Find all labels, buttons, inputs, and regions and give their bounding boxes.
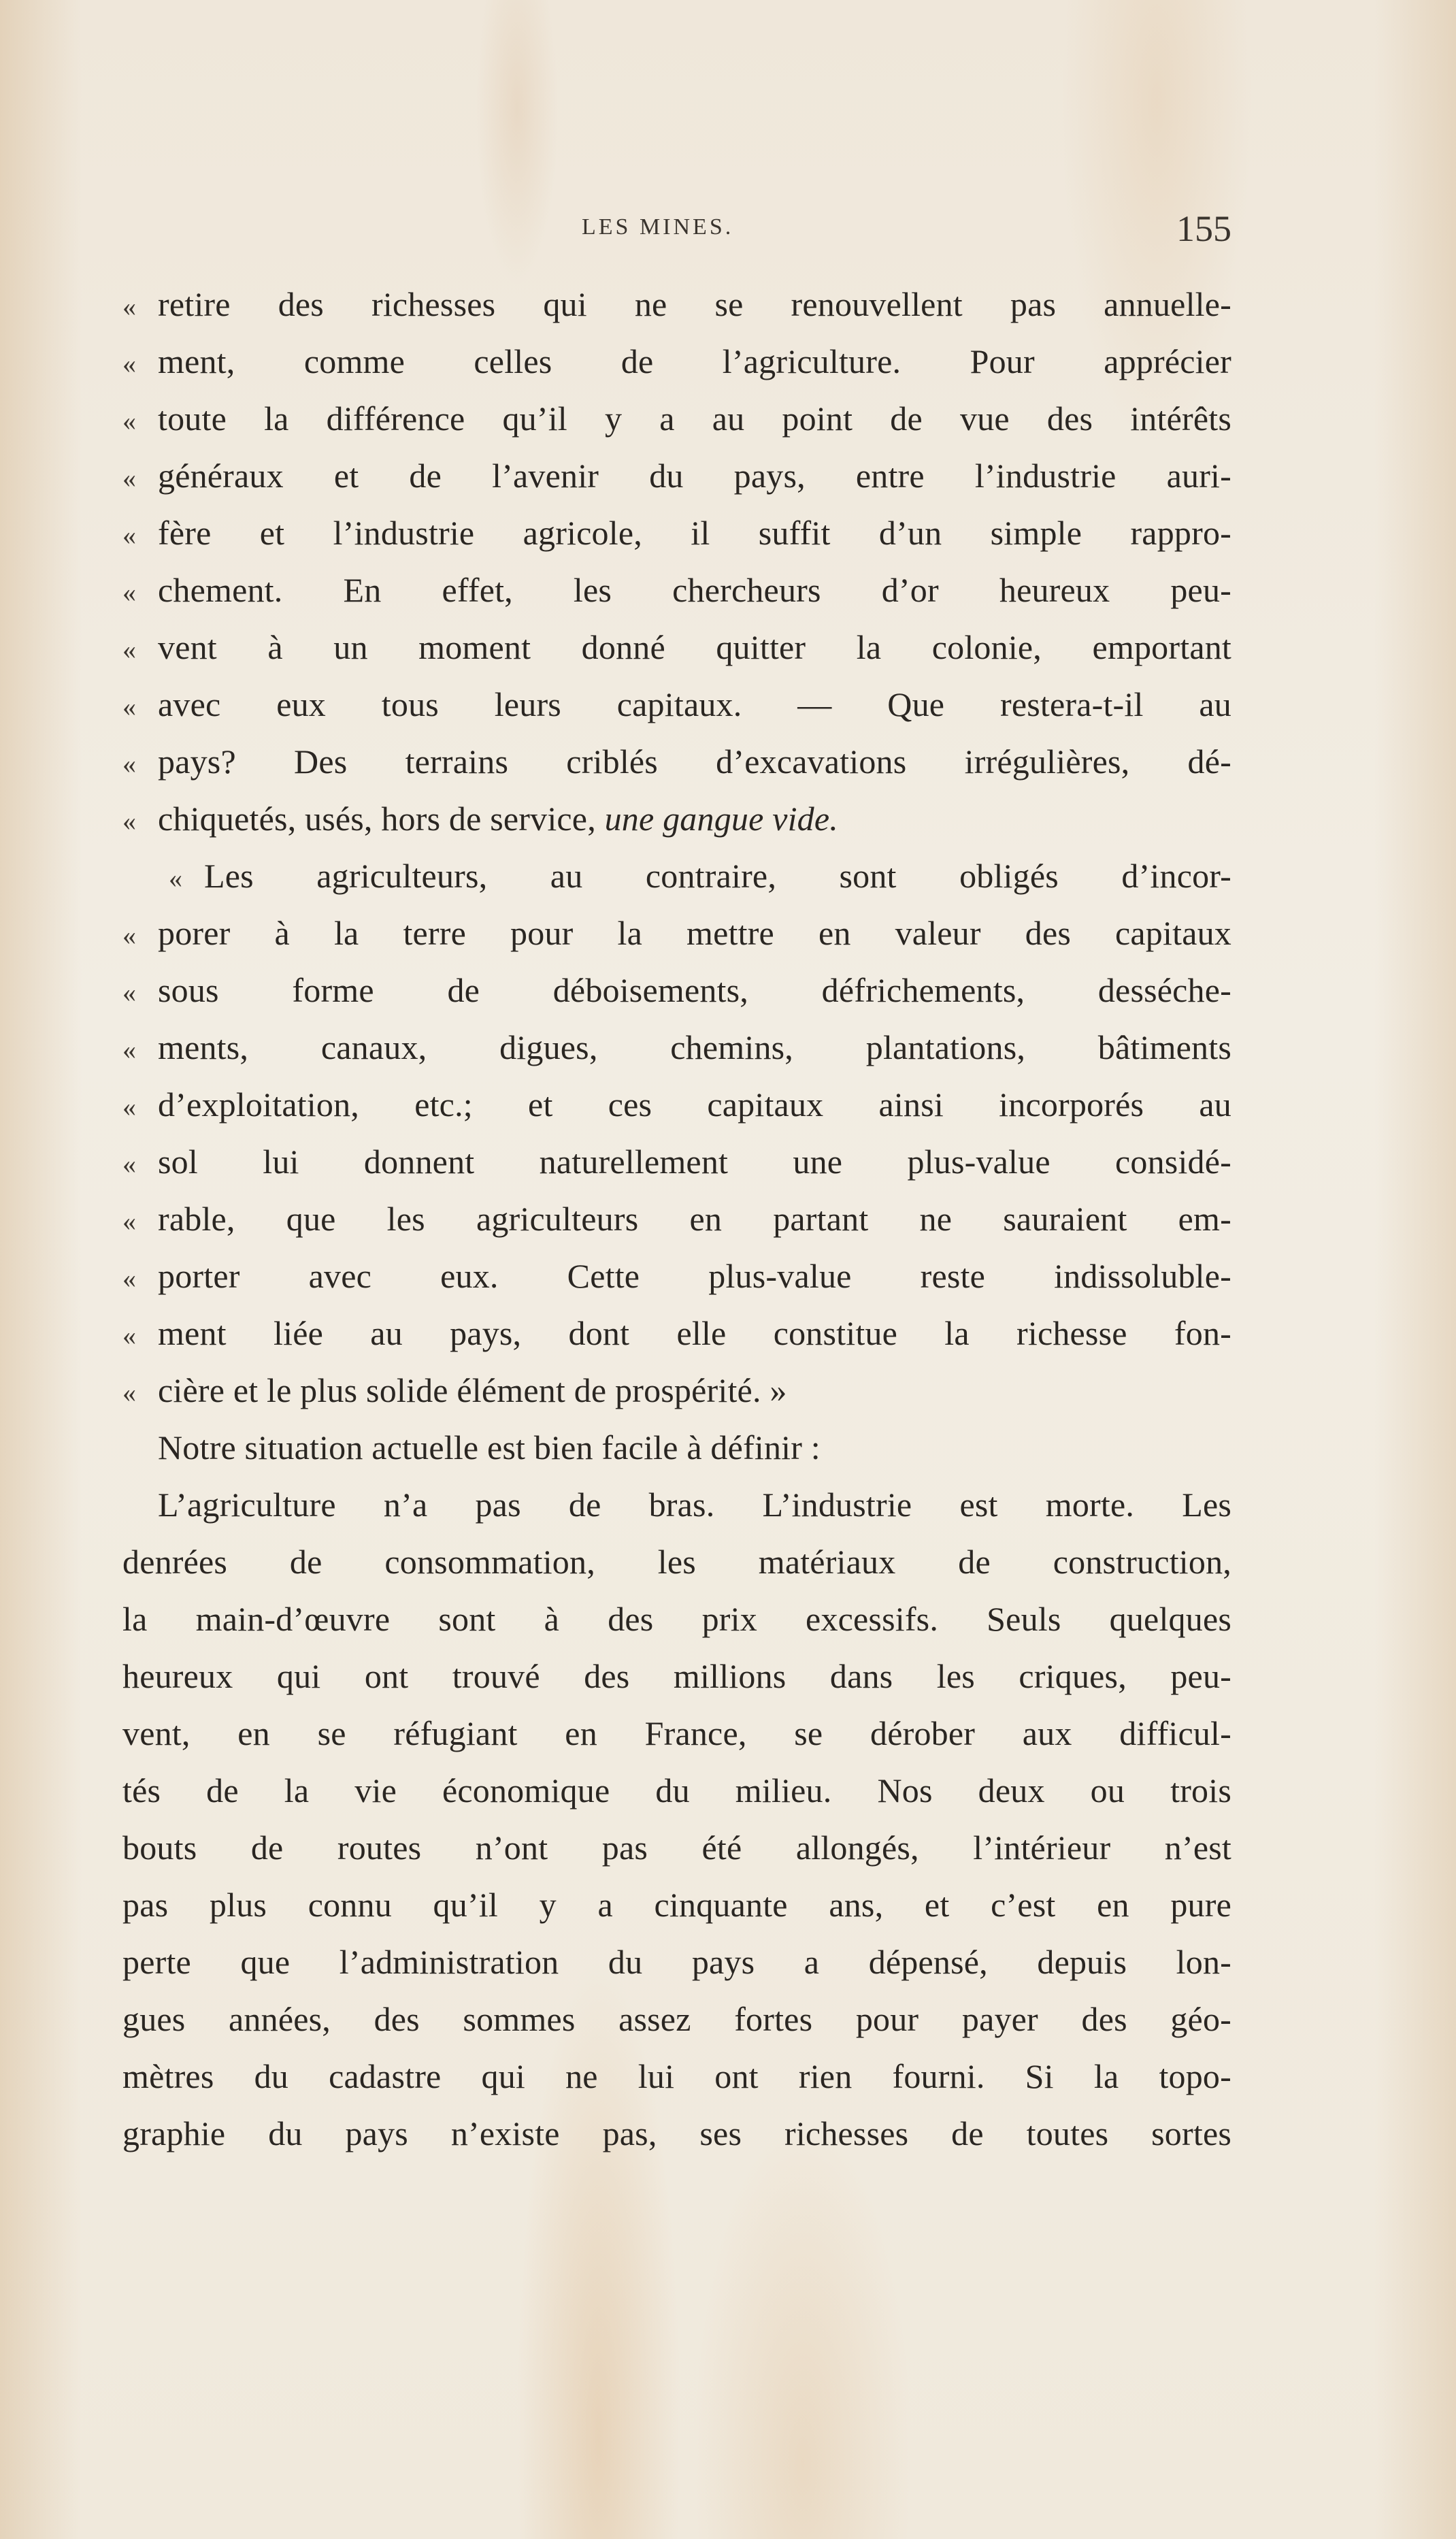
text-line: bouts de routes n’ont pas été allongés, l’intérieur n’est xyxy=(122,1829,1231,1867)
text-line: « cière et le plus solide élément de prospérité. » xyxy=(122,1362,1231,1419)
open-quote-mark: « xyxy=(122,1377,137,1408)
text-line: graphie du pays n’existe pas, ses richesses de toutes sortes xyxy=(122,2114,1231,2152)
text-line: « porter avec eux. Cette plus-value reste indissoluble- xyxy=(122,1247,1231,1305)
open-quote-mark: « xyxy=(122,1149,137,1179)
text-line: heureux qui ont trouvé des millions dans les criques, peu- xyxy=(122,1657,1231,1695)
text-line: « chement. En effet, les chercheurs d’or heureux peu- xyxy=(122,561,1231,619)
open-quote-mark: « xyxy=(122,691,137,722)
open-quote-mark: « xyxy=(122,348,137,379)
text-line: « pays? Des terrains criblés d’excavations irrégulières, dé- xyxy=(122,733,1231,790)
text-line: « ment liée au pays, dont elle constitue la richesse fon- xyxy=(122,1305,1231,1362)
text-line: « fère et l’industrie agricole, il suffit d’un simple rappro- xyxy=(122,504,1231,561)
text-line: « retire des richesses qui ne se renouvellent pas annuelle- xyxy=(122,276,1231,333)
open-quote-mark: « xyxy=(122,977,137,1008)
text-line: perte que l’administration du pays a dépensé, depuis lon- xyxy=(122,1943,1231,1981)
text-line: « ment, comme celles de l’agriculture. Pour apprécier xyxy=(122,333,1231,390)
open-quote-mark: « xyxy=(122,634,137,665)
text-line: la main-d’œuvre sont à des prix excessifs. Seuls quelques xyxy=(122,1600,1231,1638)
open-quote-mark: « xyxy=(122,920,137,951)
open-quote-mark: « xyxy=(169,863,183,894)
text-line: « avec eux tous leurs capitaux. — Que restera-t-il au xyxy=(122,676,1231,733)
open-quote-mark: « xyxy=(122,1092,137,1122)
body-text xyxy=(122,276,1231,2162)
text-line: denrées de consommation, les matériaux de construction, xyxy=(122,1543,1231,1581)
text-line: Notre situation actuelle est bien facile à définir : xyxy=(158,1428,821,1467)
text-line: gues années, des sommes assez fortes pour payer des géo- xyxy=(122,2000,1231,2038)
running-head xyxy=(122,208,1231,248)
text-line: « toute la différence qu’il y a au point de vue des intérêts xyxy=(122,390,1231,447)
page-number: 155 xyxy=(1176,208,1231,249)
open-quote-mark: « xyxy=(122,806,137,836)
open-quote-mark: « xyxy=(122,406,137,436)
open-quote-mark: « xyxy=(122,1206,137,1236)
text-line: « d’exploitation, etc.; et ces capitaux ainsi incorporés au xyxy=(122,1076,1231,1133)
open-quote-mark: « xyxy=(122,291,137,322)
text-line: « sol lui donnent naturellement une plus-value considé- xyxy=(122,1133,1231,1190)
text-line: « Les agriculteurs, au contraire, sont obligés d’incor- xyxy=(122,847,1231,904)
open-quote-mark: « xyxy=(122,577,137,608)
text-line: pas plus connu qu’il y a cinquante ans, et c’est en pure xyxy=(122,1886,1231,1924)
text-line: mètres du cadastre qui ne lui ont rien fourni. Si la topo- xyxy=(122,2057,1231,2095)
open-quote-mark: « xyxy=(122,463,137,493)
running-title: LES MINES. xyxy=(582,214,734,240)
open-quote-mark: « xyxy=(122,520,137,551)
text-line: « sous forme de déboisements, défrichements, desséche- xyxy=(122,962,1231,1019)
text-line: « rable, que les agriculteurs en partant ne sauraient em- xyxy=(122,1190,1231,1247)
text-line: « ments, canaux, digues, chemins, plantations, bâtiments xyxy=(122,1019,1231,1076)
text-line: tés de la vie économique du milieu. Nos deux ou trois xyxy=(122,1771,1231,1809)
open-quote-mark: « xyxy=(122,1320,137,1351)
open-quote-mark: « xyxy=(122,749,137,779)
text-line: « porer à la terre pour la mettre en valeur des capitaux xyxy=(122,904,1231,962)
text-line: « vent à un moment donné quitter la colonie, emportant xyxy=(122,619,1231,676)
text-line: L’agriculture n’a pas de bras. L’industrie est morte. Les xyxy=(158,1486,1231,1524)
italic-emphasis: une gangue vide. xyxy=(604,800,838,838)
text-line: vent, en se réfugiant en France, se dérober aux difficul- xyxy=(122,1714,1231,1752)
open-quote-mark: « xyxy=(122,1034,137,1065)
text-line: « généraux et de l’avenir du pays, entre l’industrie auri- xyxy=(122,447,1231,504)
text-line: « chiquetés, usés, hors de service, une gangue vide. xyxy=(122,790,1231,847)
open-quote-mark: « xyxy=(122,1263,137,1294)
